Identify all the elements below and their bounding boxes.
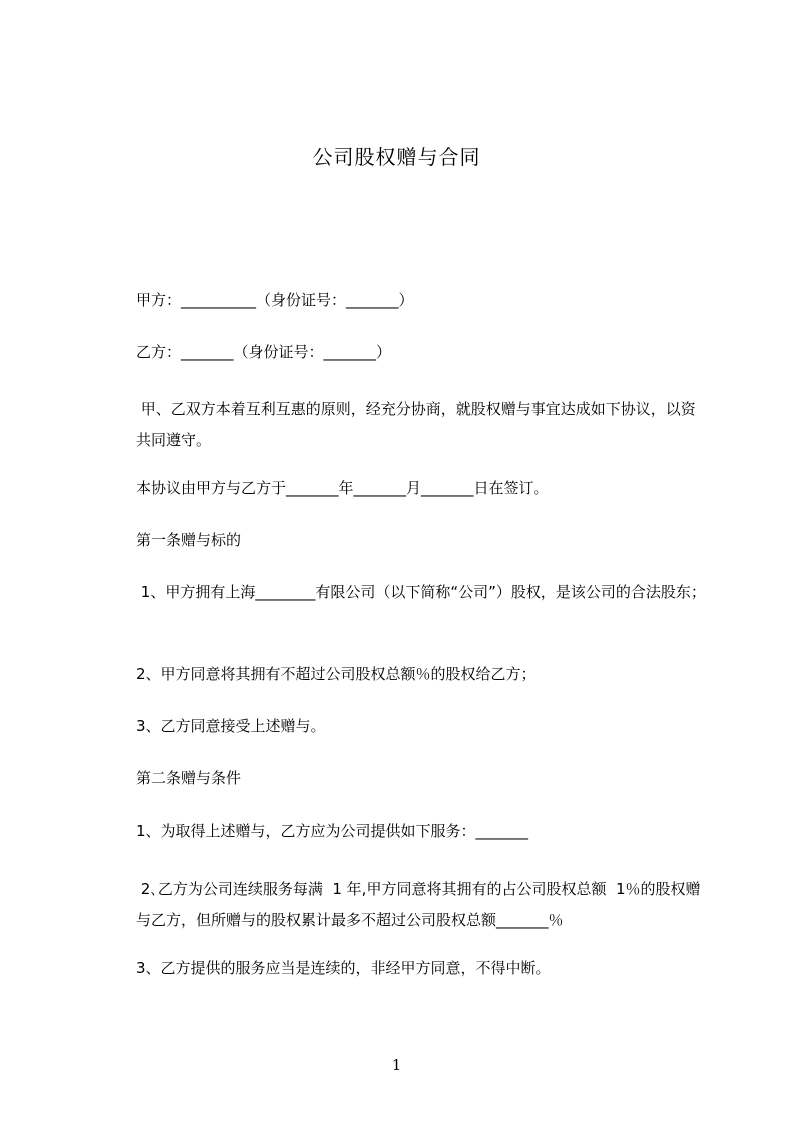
article-1-item-2: 2、甲方同意将其拥有不超过公司股权总额％的股权给乙方； [136,665,536,683]
document-title: 公司股权赠与合同 [312,145,481,169]
party-a-line: 甲方：__________（身份证号：_______） [136,291,414,309]
article-1-item-3: 3、乙方同意接受上述赠与。 [136,717,326,735]
article-2-item-1: 1、为取得上述赠与，乙方应为公司提供如下服务：_______ [136,822,529,840]
article-1-heading: 第一条赠与标的 [136,531,242,549]
page-number: 1 [391,1056,402,1074]
preamble-paragraph: 甲、乙双方本着互利互惠的原则，经充分协商，就股权赠与事宜达成如下协议，以资共同遵守。 [136,400,696,449]
article-2-item-2: 2､乙方为公司连续服务每满 1 年,甲方同意将其拥有的占公司股权总额 1％的股权赠与乙方，但所赠与的股权累计最多不超过公司股权总额_______％ [136,880,701,929]
article-2-item-3: 3、乙方提供的服务应当是连续的，非经甲方同意，不得中断。 [136,959,551,977]
party-b-line: 乙方：_______（身份证号：_______） [136,343,392,361]
signing-date-line: 本协议由甲方与乙方于_______年_______月_______日在签订。 [136,479,549,497]
article-2-heading: 第二条赠与条件 [136,769,242,787]
article-1-item-1: 1、甲方拥有上海________有限公司（以下简称“公司”）股权，是该公司的合法股东； [136,583,706,601]
